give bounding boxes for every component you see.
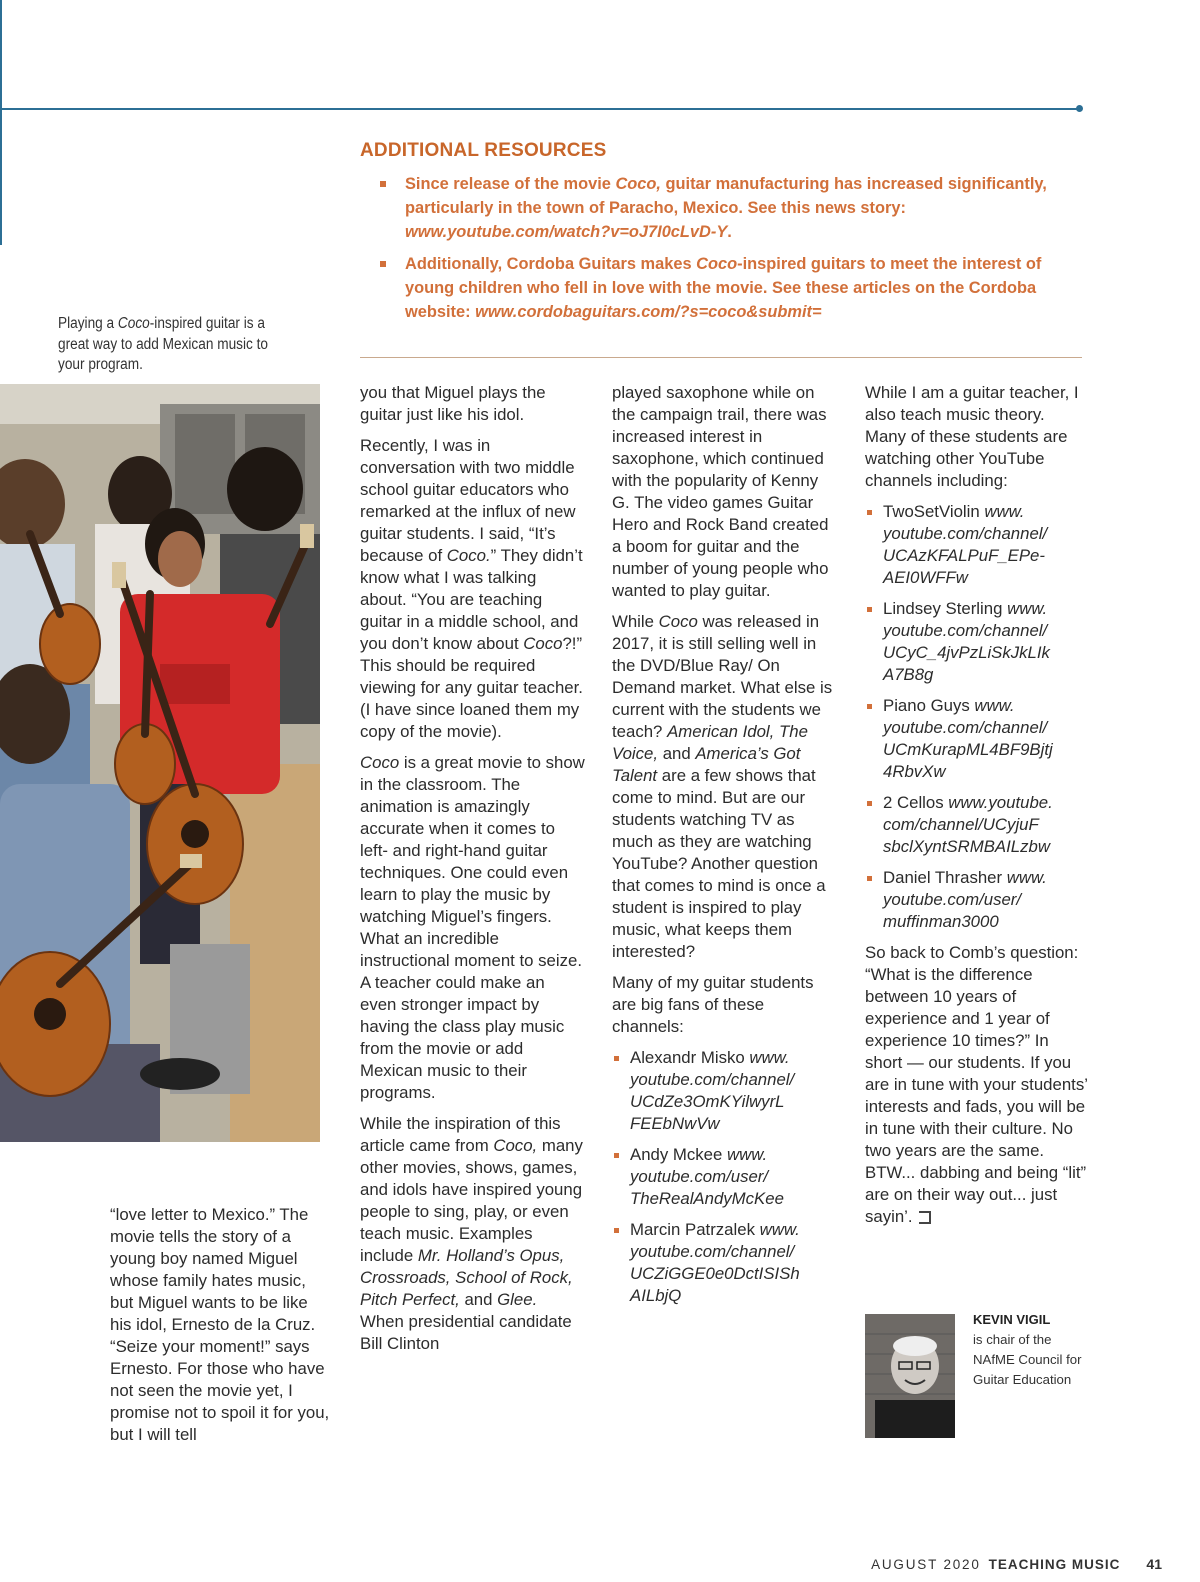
channel-link[interactable]: www. youtube.com/channel/ UCAzKFALPuF_EPe- AEI0WFFw	[883, 502, 1048, 587]
author-description: is chair of the NAfME Council for Guitar Education	[973, 1332, 1082, 1387]
author-photo	[865, 1314, 955, 1438]
issue-date: AUGUST 2020	[871, 1557, 981, 1572]
channel-link[interactable]: www. youtube.com/channel/ UCZiGGE0e0DctISISh AILbjQ	[630, 1220, 800, 1305]
news-story-link[interactable]: www.youtube.com/watch?v=oJ7I0cLvD-Y	[405, 223, 728, 241]
resources-item: Additionally, Cordoba Guitars makes Coco-inspired guitars to meet the interest of young children who fell in love with the movie. See these articles on the Cordoba website: www.cordobaguitars.com/?s=coco&submit=	[360, 252, 1082, 324]
resources-item: Since release of the movie Coco, guitar manufacturing has increased significantly, particularly in the town of Paracho, Mexico. See this news story: www.youtube.com/watch?v=oJ7I0cLvD-Y.	[360, 172, 1082, 244]
channel-item: Lindsey Sterling www. youtube.com/channel/ UCyC_4jvPzLiSkJkLIk A7B8g	[865, 598, 1090, 686]
resources-rule	[360, 357, 1082, 358]
bullet-square-icon	[614, 1153, 619, 1158]
magazine-title: TEACHING MUSIC	[988, 1557, 1121, 1572]
author-name: KEVIN VIGIL	[973, 1312, 1051, 1327]
channel-item: 2 Cellos www.youtube. com/channel/UCyjuF sbclXyntSRMBAILzbw	[865, 792, 1090, 858]
bullet-square-icon	[867, 801, 872, 806]
article-column-4	[865, 382, 1090, 1237]
bullet-square-icon	[867, 510, 872, 515]
end-mark-icon	[919, 1211, 931, 1224]
photo-caption: Playing a Coco-inspired guitar is a great way to add Mexican music to your program.	[58, 315, 269, 373]
resources-title: ADDITIONAL RESOURCES	[360, 140, 607, 161]
channel-item: TwoSetViolin www. youtube.com/channel/ UCAzKFALPuF_EPe- AEI0WFFw	[865, 501, 1090, 589]
channel-link[interactable]: www. youtube.com/user/ muffinman3000	[883, 868, 1047, 931]
channel-item: Daniel Thrasher www. youtube.com/user/ muffinman3000	[865, 867, 1090, 933]
header-rule	[0, 108, 1080, 110]
bullet-square-icon	[614, 1228, 619, 1233]
page-number: 41	[1146, 1556, 1162, 1572]
paragraph: So back to Comb’s question: “What is the difference between 10 years of experience and 1 year of experience 10 times?” In short — our students. If you are in tune with your students’ interests and fads, you will be in tune with their culture. No two years are the same. BTW... dabbing and being “lit” are on their way out... just sayin’.	[865, 943, 1088, 1226]
article-column-3	[612, 382, 837, 1316]
page-footer	[871, 1556, 1162, 1572]
channel-link[interactable]: www. youtube.com/channel/ UCmKurapML4BF9Bjtj 4RbvXw	[883, 696, 1053, 781]
channel-link[interactable]: www.youtube. com/channel/UCyjuF sbclXyntSRMBAILzbw	[883, 793, 1053, 856]
channel-item: Alexandr Misko www. youtube.com/channel/ UCdZe3OmKYilwyrL FEEbNwVw	[612, 1047, 837, 1135]
paragraph: Coco is a great movie to show in the classroom. The animation is amazingly accurate when it comes to left- and right-hand guitar techniques. One could even learn to play the music by watching Miguel’s fingers. What an incredible instructional moment to seize. A teacher could make an even stronger impact by having the class play music from the movie or add Mexican music to their programs.	[360, 753, 585, 1102]
paragraph: While I am a guitar teacher, I also teach music theory. Many of these students are watching other YouTube channels including:	[865, 383, 1079, 490]
students-guitars-illustration	[0, 384, 320, 1142]
bullet-square-icon	[867, 876, 872, 881]
article-column-1	[110, 1204, 332, 1455]
channel-list	[865, 501, 1090, 933]
channel-link[interactable]: www. youtube.com/user/ TheRealAndyMcKee	[630, 1145, 784, 1208]
paragraph: While the inspiration of this article came from Coco, many other movies, shows, games, and idols have inspired young people to sing, play, or even teach music. Examples include Mr. Holland’s Opus, Crossroads, School of Rock, Pitch Perfect, and Glee. When presidential candidate Bill Clinton	[360, 1114, 583, 1353]
channel-item: Andy Mckee www. youtube.com/user/ TheRealAndyMcKee	[612, 1144, 837, 1210]
resources-list	[360, 172, 1082, 324]
paragraph: “love letter to Mexico.” The movie tells the story of a young boy named Miguel whose family hates music, but Miguel wants to be like his idol, Ernesto de la Cruz. “Seize your moment!” says Ernesto. For those who have not seen the movie yet, I promise not to spoil it for you, but I will tell	[110, 1205, 330, 1444]
bullet-square-icon	[867, 607, 872, 612]
students-guitars-photo	[0, 384, 320, 1142]
bullet-square-icon	[614, 1056, 619, 1061]
cordoba-link[interactable]: www.cordobaguitars.com/?s=coco&submit=	[475, 303, 822, 321]
paragraph: Recently, I was in conversation with two middle school guitar educators who remarked at the influx of new guitar students. I said, “It’s because of Coco.” They didn’t know what I was talking about. “You are teaching guitar in a middle school, and you don’t know about Coco?!” This should be required viewing for any guitar teacher. (I have since loaned them my copy of the movie).	[360, 436, 583, 741]
channel-item: Piano Guys www. youtube.com/channel/ UCmKurapML4BF9Bjtj 4RbvXw	[865, 695, 1090, 783]
header-rule-dot	[1076, 105, 1083, 112]
margin-vertical-rule	[0, 0, 2, 245]
article-column-2	[360, 382, 585, 1364]
channel-item: Marcin Patrzalek www. youtube.com/channel/ UCZiGGE0e0DctISISh AILbjQ	[612, 1219, 837, 1307]
paragraph: Many of my guitar students are big fans of these channels:	[612, 973, 814, 1036]
paragraph: While Coco was released in 2017, it is still selling well in the DVD/Blue Ray/ On Demand market. What else is current with the students we teach? American Idol, The Voice, and America’s Got Talent are a few shows that come to mind. But are our students watching TV as much as they are watching YouTube? Another question that comes to mind is once a student is inspired to play music, what keeps them interested?	[612, 612, 833, 961]
paragraph: played saxophone while on the campaign trail, there was increased interest in saxophone, which continued with the popularity of Kenny G. The video games Guitar Hero and Rock Band created a boom for guitar and the number of young people who wanted to play guitar.	[612, 383, 829, 600]
bullet-square-icon	[380, 181, 386, 187]
bullet-square-icon	[867, 704, 872, 709]
channel-link[interactable]: www. youtube.com/channel/ UCdZe3OmKYilwyrL FEEbNwVw	[630, 1048, 795, 1133]
author-bio	[973, 1310, 1083, 1390]
channel-link[interactable]: www. youtube.com/channel/ UCyC_4jvPzLiSkJkLIk A7B8g	[883, 599, 1050, 684]
paragraph: you that Miguel plays the guitar just like his idol.	[360, 383, 546, 424]
bullet-square-icon	[380, 261, 386, 267]
author-portrait-illustration	[865, 1314, 955, 1438]
additional-resources	[360, 140, 1082, 332]
channel-list	[612, 1047, 837, 1307]
